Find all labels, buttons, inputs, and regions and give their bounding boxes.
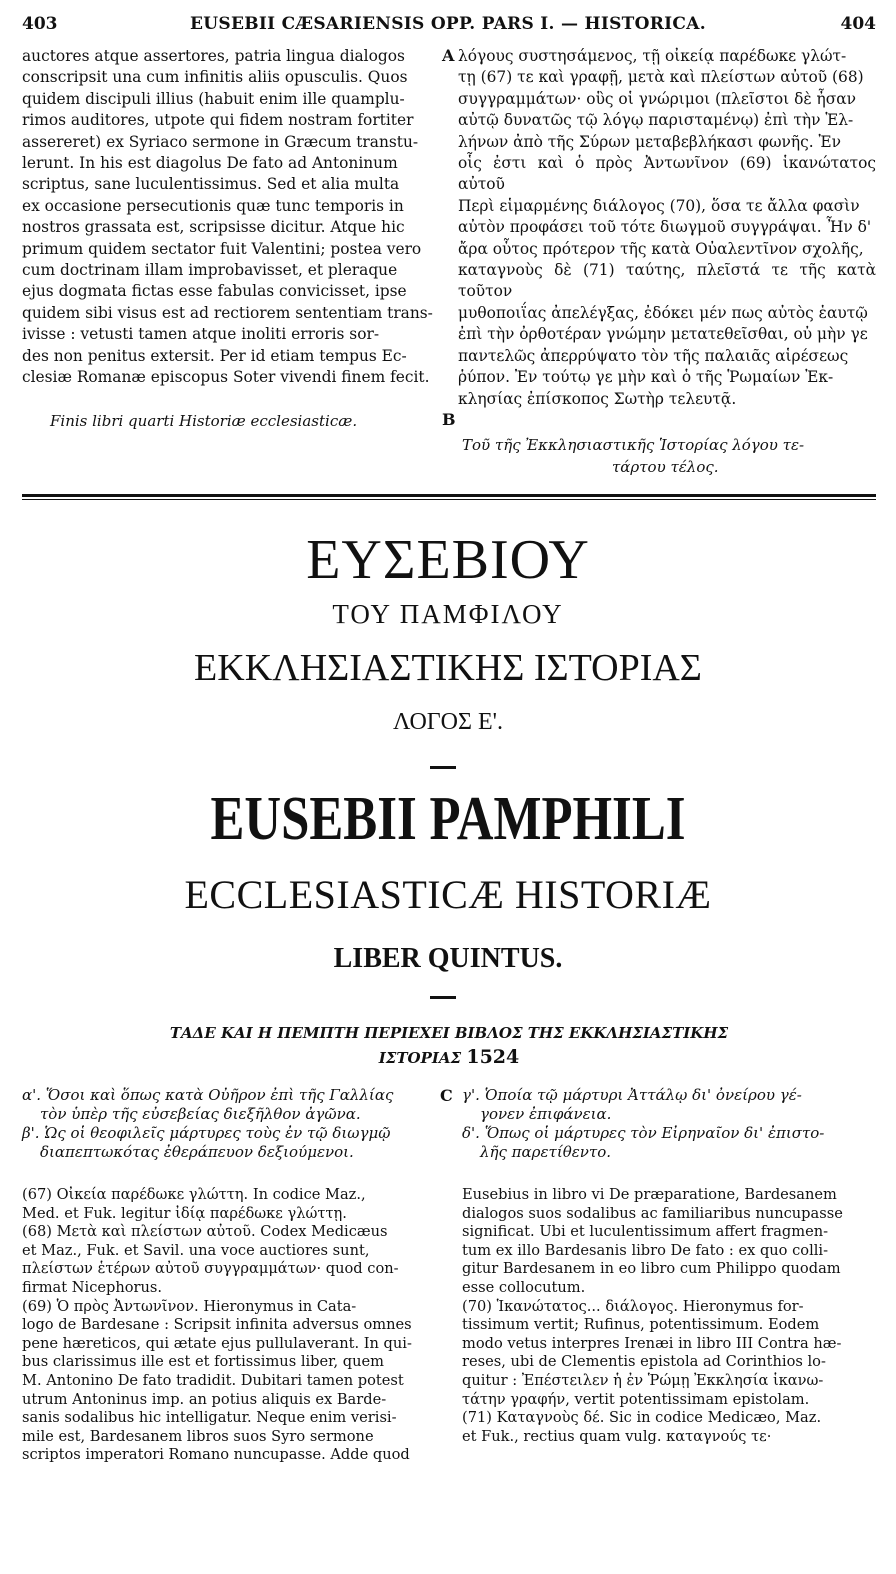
footnote-line: tum ex illo Bardesanis libro De fato : ex quo colli-: [462, 1241, 829, 1259]
text-line: conscripsit una cum infinitis aliis opusculis. Quos: [22, 68, 408, 87]
footnote-line: bus clarissimus ille est et fortissimus liber, quem: [22, 1353, 384, 1371]
text-line: ῥύπον. Ἐν τούτῳ γε μὴν καὶ ὁ τῆς Ῥωμαίων Ἐκ-: [458, 368, 834, 387]
greek-text-column: [458, 46, 876, 410]
footnote-line: Eusebius in libro vi De præparatione, Bardesanem: [462, 1186, 837, 1203]
contents-item-continuation: διαπεπτωκότας ἐθεράπευον δεξιούμενοι.: [40, 1143, 354, 1161]
footnote-line: M. Antonino De fato tradidit. Dubitari tamen potest: [22, 1371, 404, 1389]
title-dash: [430, 766, 456, 769]
text-line: ex occasione persecutionis quæ tunc temporis in: [22, 196, 404, 215]
footnotes-right: [462, 1186, 876, 1446]
greek-work-title: ΕΚΚΛΗΣΙΑΣΤΙΚΗΣ ΙΣΤΟΡΙΑΣ: [194, 647, 702, 689]
footnote-line: quitur : Ἐπέστειλεν ἡ ἐν Ῥώμῃ Ἐκκλησία ἱκανω-: [462, 1371, 824, 1389]
footnote-line: firmat Nicephorus.: [22, 1278, 163, 1296]
footnote-line: et Fuk., rectius quam vulg. καταγνούς τε·: [462, 1427, 772, 1445]
footnote-line: reses, ubi de Clementis epistola ad Corinthios lo-: [462, 1353, 826, 1371]
running-header: [14, 14, 882, 38]
footnote-line: et Maz., Fuk. et Savil. una voce auctiores sunt,: [22, 1241, 370, 1259]
margin-marker-c: C: [440, 1086, 453, 1105]
text-line: οἷς ἐστι καὶ ὁ πρὸς Ἀντωνῖνον (69) ἱκανώτατος αὐτοῦ: [458, 154, 876, 194]
text-line: auctores atque assertores, patria lingua dialogos: [22, 47, 405, 65]
text-line: ἐπὶ τὴν ὀρθοτέραν γνώμην μετατεθεῖσθαι, οὐ μὴν γε: [458, 325, 868, 344]
latin-work-title: ECCLESIASTICÆ HISTORIÆ: [184, 872, 712, 917]
contents-title-line1: ΤΑΔΕ ΚΑΙ Η ΠΕΜΠΤΗ ΠΕΡΙΕΧΕΙ ΒΙΒΛΟΣ ΤΗΣ ΕΚΚΛΗΣΙΑΣΤΙΚΗΣ: [169, 1024, 729, 1042]
text-line: Περὶ εἱμαρμένης διάλογος (70), ὅσα τε ἄλλα φασὶν: [458, 196, 860, 215]
footnote-line: esse collocutum.: [462, 1278, 586, 1296]
greek-finis-line1: Τοῦ τῆς Ἐκκλησιαστικῆς Ἱστορίας λόγου τε-: [462, 436, 805, 454]
contents-item: β'. Ὡς οἱ θεοφιλεῖς μάρτυρες τοὺς ἐν τῷ διωγμῷ: [22, 1124, 391, 1142]
footnote-line: dialogos suos sodalibus ac familiaribus nuncupasse: [462, 1204, 843, 1222]
footnote-line: significat. Ubi et luculentissimum affert fragmen-: [462, 1223, 829, 1241]
footnote-line: τάτην γραφήν, vertit potentissimam epistolam.: [462, 1390, 810, 1408]
text-line: quidem discipuli illius (habuit enim ille quamplu-: [22, 89, 405, 108]
text-line: quidem sibi visus est ad rectiorem sententiam trans-: [22, 303, 433, 322]
margin-marker-b: B: [442, 410, 456, 429]
text-line: lerunt. In his est diagolus De fato ad Antoninum: [22, 154, 398, 173]
text-line: clesiæ Romanæ episcopus Soter vivendi finem fecit.: [22, 368, 430, 387]
greek-finis-line2: τάρτου τέλος.: [612, 458, 719, 476]
text-line: αὐτῷ δυνατῶς τῷ λόγῳ παρισταμένῳ) ἐπὶ τὴν Ἑλ-: [458, 111, 854, 130]
contents-list-right: [462, 1086, 876, 1162]
text-line: scriptus, sane luculentissimus. Sed et alia multa: [22, 175, 400, 194]
text-line: assereret) ex Syriaco sermone in Græcum transtu-: [22, 132, 419, 151]
footnote-line: (70) Ἱκανώτατος... διάλογος. Hieronymus for-: [462, 1297, 804, 1315]
footnote-line: logo de Bardesane : Scripsit infinita adversus omnes: [22, 1316, 412, 1334]
footnote-line: gitur Bardesanem in eo libro cum Philippo quodam: [462, 1260, 841, 1278]
text-line: αὐτὸν προφάσει τοῦ τότε διωγμοῦ συγγράψαι. Ἦν δ': [458, 218, 872, 237]
text-line: συγγραμμάτων· οὓς οἱ γνώριμοι (πλεῖστοι δὲ ἦσαν: [458, 89, 856, 108]
greek-book-title: ΛΟΓΟΣ Ε'.: [393, 709, 503, 735]
column-number: 1524: [466, 1046, 520, 1068]
text-line: primum quidem sectator fuit Valentini; postea vero: [22, 239, 422, 258]
contents-title-line2: [22, 1046, 876, 1068]
footnote-line: pene hæreticos, qui ætate ejus pullulaverant. In qui-: [22, 1334, 412, 1352]
text-line: παντελῶς ἀπερρύψατο τὸν τῆς παλαιᾶς αἱρέσεως: [458, 346, 849, 365]
running-title: EUSEBII CÆSARIENSIS OPP. PARS I. — HISTORICA.: [190, 14, 706, 34]
text-line: ivisse : vetusti tamen atque inoliti erroris sor-: [22, 325, 380, 344]
contents-item: α'. Ὅσοι καὶ ὅπως κατὰ Οὐῆρον ἐπὶ τῆς Γαλλίας: [22, 1086, 394, 1104]
text-line: des non penitus extersit. Per id etiam tempus Ec-: [22, 346, 407, 365]
footnote-line: (67) Οἰκεία παρέδωκε γλώττη. In codice Maz.,: [22, 1186, 366, 1203]
footnote-line: (69) Ὁ πρὸς Ἀντωνῖνον. Hieronymus in Cata-: [22, 1297, 357, 1315]
text-line: κλησίας ἐπίσκοπος Σωτὴρ τελευτᾷ.: [458, 389, 737, 408]
footnotes-left: [22, 1186, 440, 1465]
text-line: τῃ (67) τε καὶ γραφῇ, μετὰ καὶ πλείστων αὐτοῦ (68): [458, 68, 864, 87]
text-line: cum doctrinam illam improbavisset, et pleraque: [22, 261, 398, 280]
left-page-number: 403: [22, 14, 58, 34]
footnote-line: (68) Μετὰ καὶ πλείστων αὐτοῦ. Codex Medicæus: [22, 1223, 388, 1241]
contents-item-continuation: γονεν ἐπιφάνεια.: [480, 1105, 612, 1123]
contents-item: δ'. Ὅπως οἱ μάρτυρες τὸν Εἰρηναῖον δι' ἐπιστο-: [462, 1124, 825, 1142]
text-line: μυθοποιΐας ἀπελέγξας, ἐδόκει μέν πως αὐτὸς ἑαυτῷ: [458, 303, 868, 322]
greek-author-title: ΕΥΣΕΒΙΟΥ: [306, 529, 590, 591]
footnote-line: utrum Antoninus imp. an potius aliquis ex Barde-: [22, 1390, 387, 1408]
section-divider-thin: [22, 499, 876, 500]
footnote-line: scriptos imperatori Romano nuncupasse. Adde quod: [22, 1446, 410, 1464]
section-divider-thick: [22, 494, 876, 497]
footnote-line: modo vetus interpres Irenæi in libro III Contra hæ-: [462, 1334, 842, 1352]
footnote-line: (71) Καταγνοὺς δέ. Sic in codice Medicæo, Maz.: [462, 1409, 822, 1427]
text-line: ἄρα οὗτος πρότερον τῆς κατὰ Οὐαλεντῖνον σχολῆς,: [458, 239, 864, 258]
contents-item-continuation: τὸν ὑπὲρ τῆς εὐσεβείας διεξῆλθον ἀγῶνα.: [40, 1105, 361, 1123]
latin-finis: Finis libri quarti Historiæ ecclesiasticæ.: [50, 412, 358, 430]
greek-surname-title: ΤΟΥ ΠΑΜΦΙΛΟΥ: [332, 599, 564, 629]
text-line: καταγνοὺς δὲ (71) ταύτης, πλεῖστά τε τῆς κατὰ τοῦτον: [458, 261, 876, 301]
text-line: λήνων ἀπὸ τῆς Σύρων μεταβεβλήκασι φωνῆς. Ἐν: [458, 132, 841, 151]
latin-text-column: [22, 46, 440, 389]
contents-item: γ'. Ὁποία τῷ μάρτυρι Ἀττάλῳ δι' ὀνείρου γέ-: [462, 1086, 802, 1104]
contents-item-continuation: λῆς παρετίθεντο.: [480, 1143, 611, 1161]
footnote-line: tissimum vertit; Rufinus, potentissimum. Eodem: [462, 1316, 820, 1334]
footnote-line: sanis sodalibus hic intelligatur. Neque enim verisi-: [22, 1409, 397, 1427]
title-dash: [430, 996, 456, 999]
latin-book-title: LIBER QUINTUS.: [333, 943, 563, 974]
text-line: ejus dogmata fictas esse fabulas convicisset, ipse: [22, 282, 407, 301]
text-line: λόγους συστησάμενος, τῇ οἰκείᾳ παρέδωκε γλώτ-: [458, 47, 847, 65]
text-line: rimos auditores, utpote qui fidem nostram fortiter: [22, 111, 414, 130]
right-page-number: 404: [840, 14, 876, 34]
footnote-line: πλείστων ἑτέρων αὐτοῦ συγγραμμάτων· quod con-: [22, 1260, 399, 1278]
footnote-line: mile est, Bardesanem libros suos Syro sermone: [22, 1427, 374, 1445]
contents-title-word: ΙΣΤΟΡΙΑΣ: [378, 1049, 462, 1067]
latin-author-title: EUSEBII PAMPHILI: [210, 785, 686, 853]
margin-marker-a: A: [442, 46, 455, 65]
contents-list-left: [22, 1086, 432, 1162]
footnote-line: Med. et Fuk. legitur ἰδίᾳ παρέδωκε γλώττῃ.: [22, 1204, 347, 1222]
text-line: nostros grassata est, scripsisse dicitur. Atque hic: [22, 218, 405, 237]
